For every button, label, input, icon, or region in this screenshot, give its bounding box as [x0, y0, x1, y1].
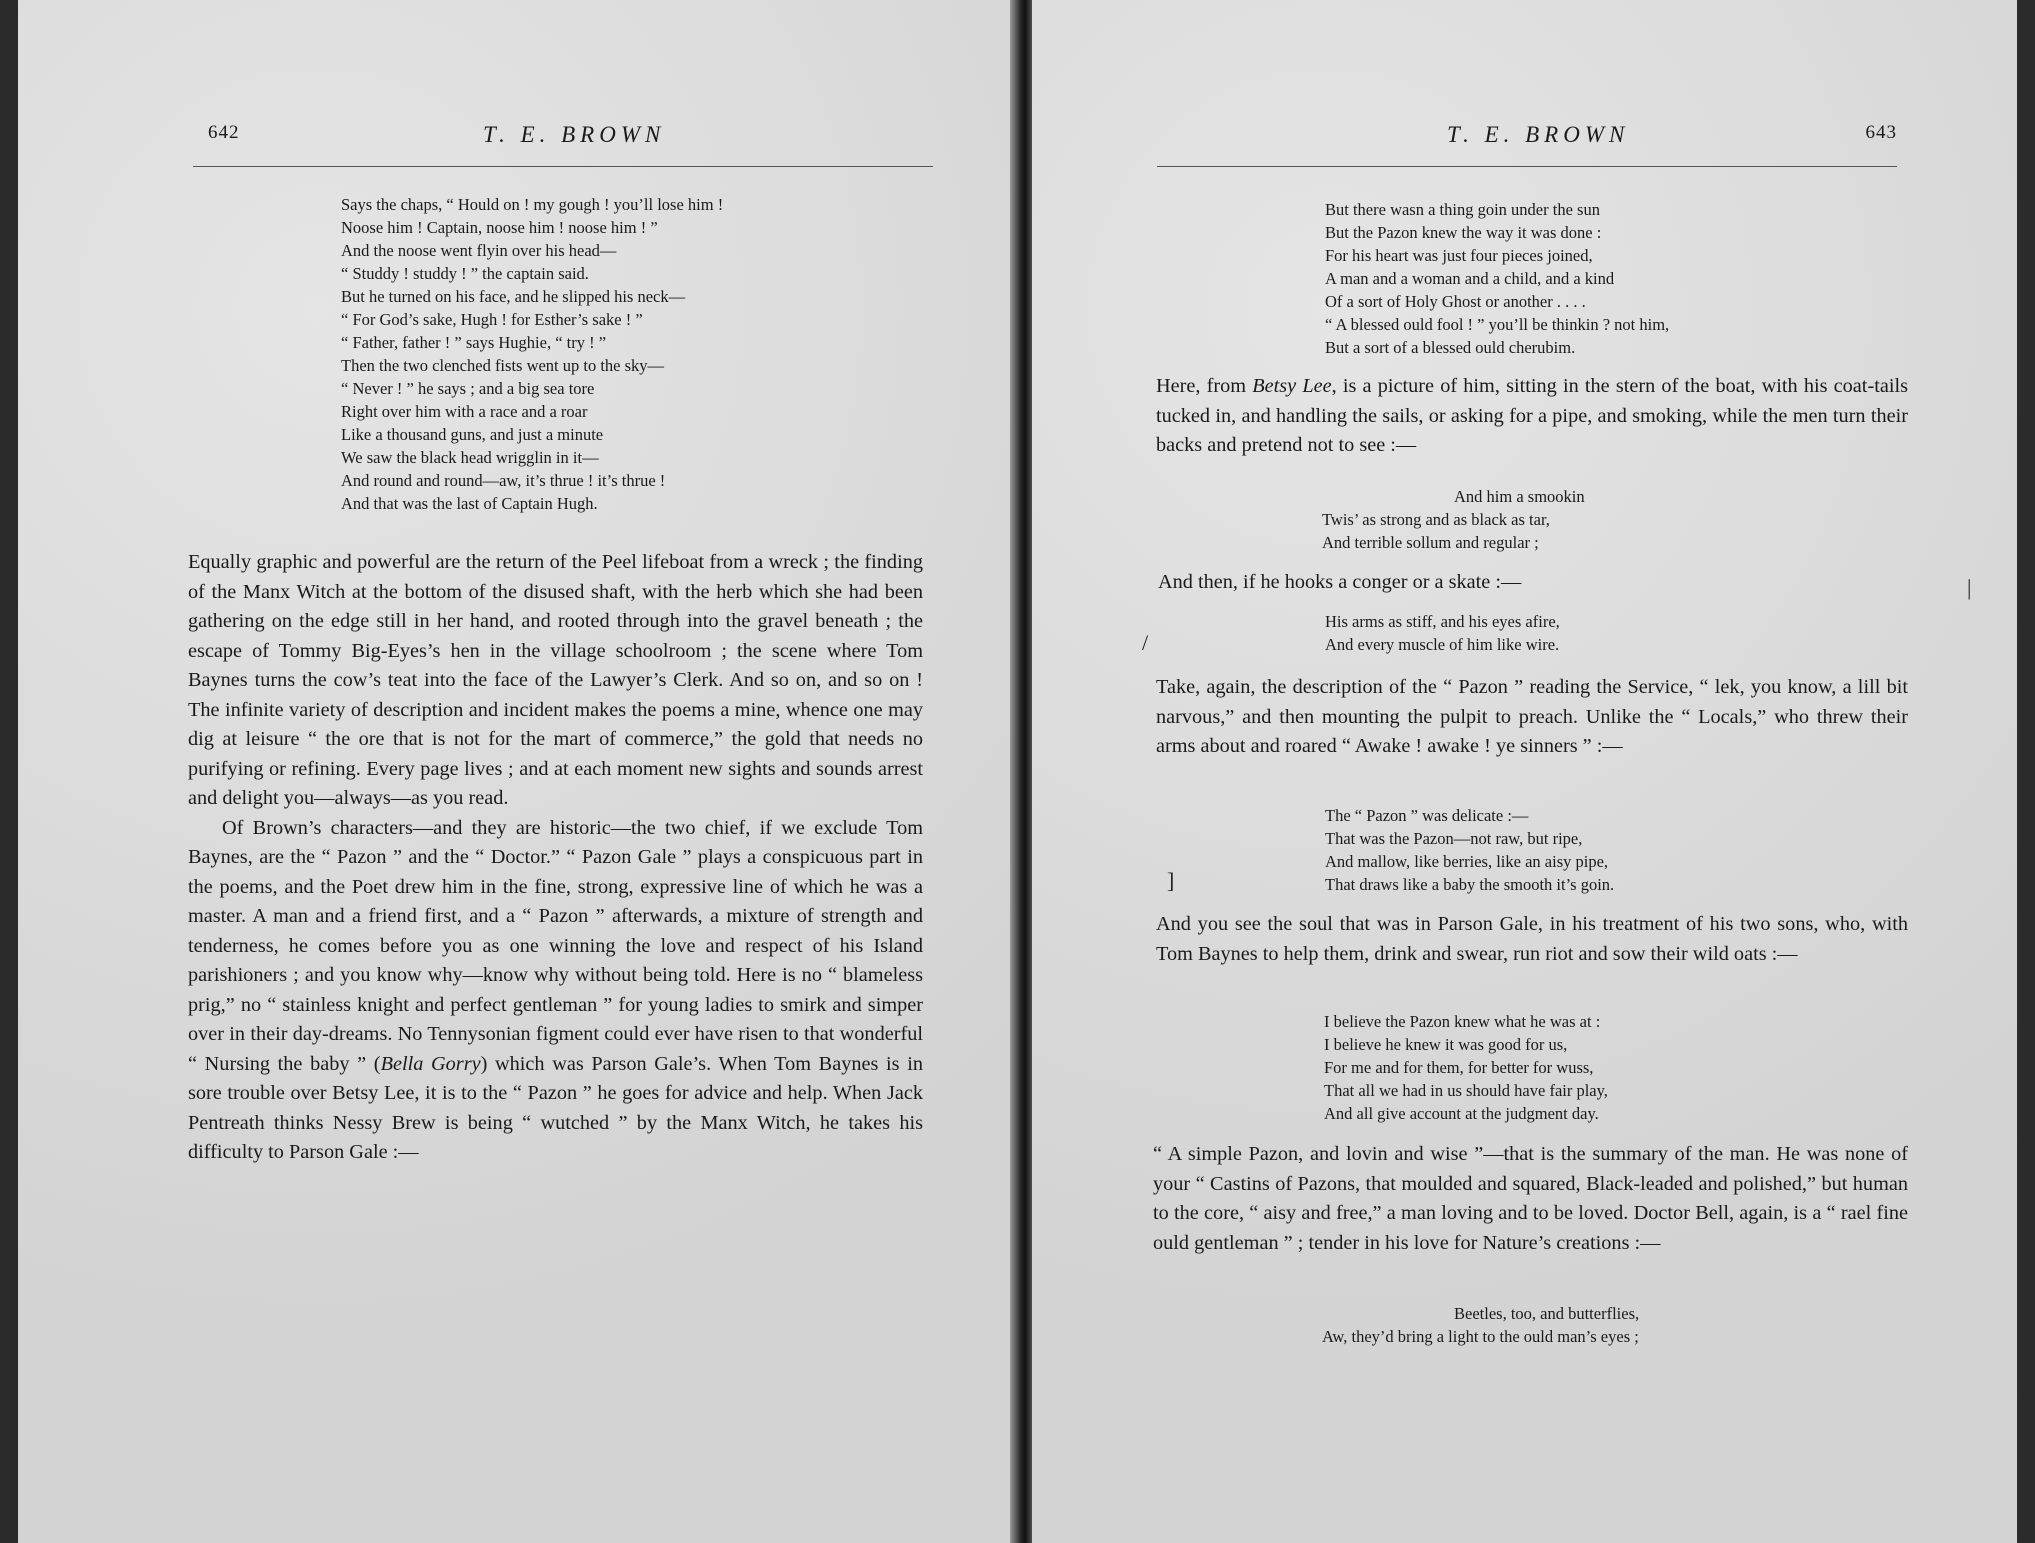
verse-line: Then the two clenched fists went up to the sky—	[341, 356, 665, 375]
poem-title: Betsy Lee	[1252, 375, 1332, 397]
verse-line: Noose him ! Captain, noose him ! noose him ! ”	[341, 218, 658, 237]
paragraph: “ A simple Pazon, and lovin and wise ”—that is the summary of the man. He was none of your “ Castins of Pazons, that moulded and squared, Black-leaded and polished,” but human to the core, “ aisy and free,” a man loving and to be loved. Doctor Bell, again, is a “ rael fine ould gentleman ” ; tender in his love for Nature’s creations :—	[1153, 1143, 1908, 1254]
header-title-right: T. E. BROWN	[1447, 122, 1630, 147]
page-number-left: 642	[208, 122, 240, 143]
verse-line: That was the Pazon—not raw, but ripe,	[1325, 829, 1583, 848]
verse-block-3	[1325, 610, 1560, 656]
header-title-left: T. E. BROWN	[483, 122, 666, 147]
left-page	[18, 0, 1018, 1543]
verse-line: And the noose went flyin over his head—	[341, 241, 617, 260]
verse-block-6	[1322, 1302, 1639, 1348]
margin-mark: /	[1142, 630, 1149, 655]
margin-mark: ]	[1167, 868, 1175, 893]
poem-title: Bella Gorry	[380, 1052, 481, 1075]
verse-line: I believe the Pazon knew what he was at :	[1324, 1012, 1601, 1031]
verse-line: But there wasn a thing goin under the sun	[1325, 200, 1600, 219]
verse-line: I believe he knew it was good for us,	[1324, 1035, 1568, 1054]
verse-line: And every muscle of him like wire.	[1325, 635, 1560, 654]
verse-block-left	[341, 193, 723, 515]
paragraph: And then, if he hooks a conger or a skate :—	[1158, 571, 1522, 593]
paragraph-characters	[188, 814, 923, 1168]
verse-line: “ Studdy ! studdy ! ” the captain said.	[341, 264, 589, 283]
paragraph	[1156, 372, 1908, 461]
prose-left	[188, 548, 923, 1168]
verse-line: Of a sort of Holy Ghost or another . . . .	[1325, 292, 1586, 311]
verse-line: His arms as stiff, and his eyes afire,	[1325, 612, 1560, 631]
verse-line: Aw, they’d bring a light to the ould man’s eyes ;	[1322, 1327, 1639, 1346]
verse-line: For his heart was just four pieces joined,	[1325, 246, 1593, 265]
verse-line: The “ Pazon ” was delicate :—	[1325, 806, 1529, 825]
paragraph: And you see the soul that was in Parson Gale, in his treatment of his two sons, who, with Tom Baynes to help them, drink and swear, run riot and sow their wild oats :—	[1156, 913, 1908, 965]
margin-mark: |	[1967, 575, 1972, 600]
verse-line: And round and round—aw, it’s thrue ! it’s thrue !	[341, 471, 666, 490]
verse-line: And terrible sollum and regular ;	[1322, 533, 1539, 552]
running-head-left	[193, 122, 933, 167]
verse-line: But he turned on his face, and he slipped his neck—	[341, 287, 686, 306]
verse-block-1	[1325, 198, 1669, 359]
paragraph-sons	[1156, 910, 1908, 969]
verse-line: Right over him with a race and a roar	[341, 402, 588, 421]
verse-block-5	[1324, 1010, 1608, 1125]
verse-line: “ Never ! ” he says ; and a big sea tore	[341, 379, 595, 398]
paragraph: Take, again, the description of the “ Pazon ” reading the Service, “ lek, you know, a lill bit narvous,” and then mounting the pulpit to preach. Unlike the “ Locals,” who threw their arms about and roared “ Awake ! awake ! ye sinners ” :—	[1156, 676, 1908, 757]
verse-line: For me and for them, for better for wuss,	[1324, 1058, 1594, 1077]
verse-block-4	[1325, 804, 1614, 896]
verse-line: “ Father, father ! ” says Hughie, “ try ! ”	[341, 333, 607, 352]
verse-line: That all we had in us should have fair play,	[1324, 1081, 1608, 1100]
paragraph-simple-pazon	[1153, 1140, 1908, 1258]
verse-line: That draws like a baby the smooth it’s goin.	[1325, 875, 1615, 894]
paragraph-variety: Equally graphic and powerful are the return of the Peel lifeboat from a wreck ; the finding of the Manx Witch at the bottom of the disused shaft, with the herb which she had been gathering on the edge still in her hand, and rooted through into the gravel beneath ; the escape of Tommy Big-Eyes’s hen in the village schoolroom ; the scene where Tom Baynes turns the cow’s teat into the face of the Lawyer’s Clerk. And so on, and so on ! The infinite variety of description and incident makes the poems a mine, whence one may dig at leisure “ the ore that is not for the mart of commerce,” the gold that needs no purifying or refining. Every page lives ; and at each moment new sights and sounds arrest and delight you—always—as you read.	[188, 551, 923, 809]
paragraph-text: ) which was Parson Gale’s. When Tom Baynes is in sore trouble over Betsy Lee, it is to the “ Pazon ” he goes for advice and help. When Jack Pentreath thinks Nessy Brew is being “ wutched ” by the Manx Witch, he takes his difficulty to Parson Gale :—	[188, 1052, 923, 1163]
verse-line: Twis’ as strong and as black as tar,	[1322, 510, 1550, 529]
page-number-right: 643	[1865, 122, 1897, 143]
verse-line: And mallow, like berries, like an aisy pipe,	[1325, 852, 1609, 871]
verse-line: Says the chaps, “ Hould on ! my gough ! you’ll lose him !	[341, 195, 724, 214]
verse-line: But the Pazon knew the way it was done :	[1325, 223, 1602, 242]
verse-line: And that was the last of Captain Hugh.	[341, 494, 598, 513]
verse-line: Beetles, too, and butterflies,	[1454, 1304, 1640, 1323]
verse-line: And him a smookin	[1454, 487, 1585, 506]
paragraph-text: Here, from	[1156, 375, 1253, 397]
verse-block-2	[1322, 485, 1585, 554]
verse-line: We saw the black head wrigglin in it—	[341, 448, 599, 467]
verse-line: A man and a woman and a child, and a kind	[1325, 269, 1615, 288]
verse-line: Like a thousand guns, and just a minute	[341, 425, 604, 444]
verse-line: And all give account at the judgment day.	[1324, 1104, 1599, 1123]
paragraph-text: Of Brown’s characters—and they are historic—the two chief, if we exclude Tom Baynes, are the “ Pazon ” and the “ Doctor.” “ Pazon Gale ” plays a conspicuous part in the poems, and the Poet drew him in the fine, strong, expressive line of which he was a master. A man and a friend first, and a “ Pazon ” afterwards, a mixture of strength and tenderness, he comes before you as one winning the love and respect of his Island parishioners ; and you know why—know why without being told. Here is no “ blameless prig,” no “ stainless knight and perfect gentleman ” for young ladies to smirk and simper over in their day-dreams. No Tennysonian figment could ever have risen to that wonderful “ Nursing the baby ” (	[188, 816, 923, 1075]
verse-line: But a sort of a blessed ould cherubim.	[1325, 338, 1576, 357]
verse-line: “ For God’s sake, Hugh ! for Esther’s sake ! ”	[341, 310, 643, 329]
paragraph-conger	[1158, 568, 1910, 598]
verse-line: “ A blessed ould fool ! ” you’ll be thinkin ? not him,	[1325, 315, 1670, 334]
paragraph-text: , is a picture of him, sitting in the stern of the boat, with his coat-tails tucked in, and handling the sails, or asking for a pipe, and smoking, while the men turn their backs and pretend not to see :—	[1156, 375, 1908, 456]
paragraph-betsy-lee	[1156, 372, 1908, 461]
right-page	[1032, 0, 2017, 1543]
paragraph-service	[1156, 673, 1908, 762]
running-head-right	[1157, 122, 1897, 167]
